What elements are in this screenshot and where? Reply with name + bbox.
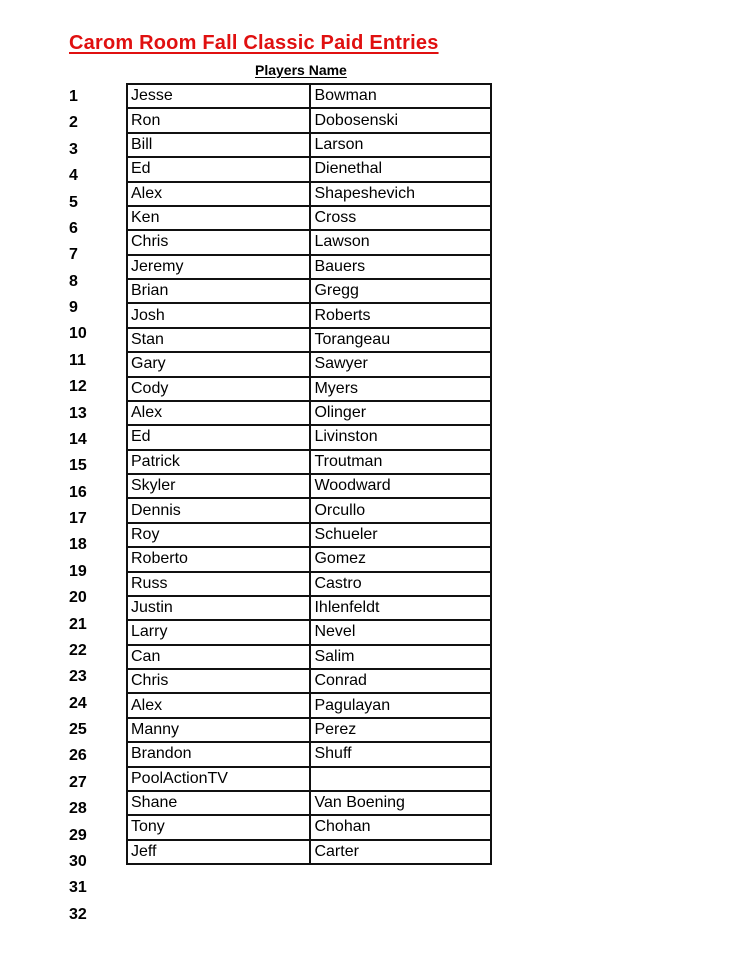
first-name-cell: Tony xyxy=(127,815,310,839)
last-name-cell: Troutman xyxy=(310,450,491,474)
last-name-cell: Nevel xyxy=(310,620,491,644)
first-name-cell: Ken xyxy=(127,206,310,230)
table-row xyxy=(127,157,491,181)
entry-number: 2 xyxy=(69,114,78,132)
last-name-cell: Salim xyxy=(310,645,491,669)
table-row xyxy=(127,279,491,303)
entry-number: 11 xyxy=(69,351,86,369)
entry-number: 20 xyxy=(69,589,87,607)
entry-number: 9 xyxy=(69,299,78,316)
entry-number: 28 xyxy=(69,800,87,818)
last-name-cell: Carter xyxy=(310,840,491,864)
first-name-cell: Chris xyxy=(127,669,310,693)
entry-number: 32 xyxy=(69,905,87,923)
first-name-cell: Justin xyxy=(127,596,310,620)
last-name-cell: Livinston xyxy=(310,425,491,449)
table-row xyxy=(127,108,491,132)
last-name-cell: Woodward xyxy=(310,474,491,498)
entry-number: 6 xyxy=(69,219,78,237)
entry-number: 30 xyxy=(69,852,87,870)
entry-number: 22 xyxy=(69,641,87,659)
first-name-cell: Alex xyxy=(127,401,310,425)
entry-numbers xyxy=(69,83,119,927)
last-name-cell: Olinger xyxy=(310,401,491,425)
first-name-cell: Roy xyxy=(127,523,310,547)
first-name-cell: Gary xyxy=(127,352,310,376)
last-name-cell: Lawson xyxy=(310,230,491,254)
entry-number: 16 xyxy=(69,483,87,501)
last-name-cell: Pagulayan xyxy=(310,693,491,717)
first-name-cell: Cody xyxy=(127,377,310,401)
last-name-cell: Bauers xyxy=(310,255,491,279)
last-name-cell: Castro xyxy=(310,572,491,596)
last-name-cell: Shuff xyxy=(310,742,491,766)
first-name-cell: Josh xyxy=(127,303,310,327)
table-row xyxy=(127,645,491,669)
last-name-cell: Dienethal xyxy=(310,157,491,181)
entry-number: 7 xyxy=(69,246,78,264)
table-row xyxy=(127,718,491,742)
table-row xyxy=(127,693,491,717)
last-name-cell: Gomez xyxy=(310,547,491,571)
table-row xyxy=(127,401,491,425)
entry-number: 18 xyxy=(69,536,87,554)
first-name-cell: Alex xyxy=(127,182,310,206)
entry-number: 29 xyxy=(69,826,87,844)
table-row xyxy=(127,815,491,839)
first-name-cell: Ed xyxy=(127,157,310,181)
first-name-cell: Bill xyxy=(127,133,310,157)
first-name-cell: Dennis xyxy=(127,498,310,522)
table-row xyxy=(127,133,491,157)
last-name-cell: Shapeshevich xyxy=(310,182,491,206)
last-name-cell: Larson xyxy=(310,133,491,157)
table-row xyxy=(127,498,491,522)
entry-number: 26 xyxy=(69,747,87,765)
last-name-cell: Myers xyxy=(310,377,491,401)
table-row xyxy=(127,620,491,644)
table-row xyxy=(127,206,491,230)
first-name-cell: Shane xyxy=(127,791,310,815)
last-name-cell: Bowman xyxy=(310,84,491,108)
table-row xyxy=(127,84,491,108)
first-name-cell: Russ xyxy=(127,572,310,596)
table-row xyxy=(127,425,491,449)
table-row xyxy=(127,572,491,596)
first-name-cell: Skyler xyxy=(127,474,310,498)
first-name-cell: Ron xyxy=(127,108,310,132)
last-name-cell: Dobosenski xyxy=(310,108,491,132)
first-name-cell: Stan xyxy=(127,328,310,352)
table-row xyxy=(127,255,491,279)
entry-number: 14 xyxy=(69,430,87,448)
entry-number: 4 xyxy=(69,167,78,185)
last-name-cell: Chohan xyxy=(310,815,491,839)
table-row xyxy=(127,377,491,401)
last-name-cell: Sawyer xyxy=(310,352,491,376)
entry-number: 13 xyxy=(69,404,87,422)
first-name-cell: Larry xyxy=(127,620,310,644)
last-name-cell: Cross xyxy=(310,206,491,230)
entry-number: 15 xyxy=(69,457,87,475)
last-name-cell: Gregg xyxy=(310,279,491,303)
entry-number: 27 xyxy=(69,773,87,791)
table-row xyxy=(127,767,491,791)
last-name-cell xyxy=(310,767,491,791)
last-name-cell: Van Boening xyxy=(310,791,491,815)
table-row xyxy=(127,230,491,254)
table-row xyxy=(127,303,491,327)
table-row xyxy=(127,547,491,571)
table-row xyxy=(127,523,491,547)
table-row xyxy=(127,840,491,864)
table-row xyxy=(127,182,491,206)
entry-number: 5 xyxy=(69,193,78,211)
first-name-cell: Roberto xyxy=(127,547,310,571)
entry-number: 17 xyxy=(69,510,87,527)
table-row xyxy=(127,596,491,620)
players-name-header: Players Name xyxy=(255,62,347,78)
first-name-cell: Jeremy xyxy=(127,255,310,279)
table-row xyxy=(127,328,491,352)
entry-number: 24 xyxy=(69,694,87,712)
entry-number: 21 xyxy=(69,615,87,633)
entry-number: 8 xyxy=(69,272,78,290)
first-name-cell: Chris xyxy=(127,230,310,254)
entry-number: 25 xyxy=(69,721,87,738)
first-name-cell: Manny xyxy=(127,718,310,742)
last-name-cell: Schueler xyxy=(310,523,491,547)
entry-number: 10 xyxy=(69,325,87,343)
last-name-cell: Perez xyxy=(310,718,491,742)
last-name-cell: Ihlenfeldt xyxy=(310,596,491,620)
first-name-cell: Jeff xyxy=(127,840,310,864)
last-name-cell: Orcullo xyxy=(310,498,491,522)
entry-number: 1 xyxy=(69,88,78,105)
table-row xyxy=(127,669,491,693)
first-name-cell: PoolActionTV xyxy=(127,767,310,791)
entry-number: 19 xyxy=(69,562,87,580)
document-title: Carom Room Fall Classic Paid Entries xyxy=(69,32,439,54)
first-name-cell: Ed xyxy=(127,425,310,449)
last-name-cell: Roberts xyxy=(310,303,491,327)
table-row xyxy=(127,742,491,766)
first-name-cell: Alex xyxy=(127,693,310,717)
table-row xyxy=(127,474,491,498)
entries-table xyxy=(126,83,492,865)
entry-number: 31 xyxy=(69,879,87,897)
first-name-cell: Jesse xyxy=(127,84,310,108)
entry-number: 3 xyxy=(69,140,78,158)
table-row xyxy=(127,352,491,376)
entry-number: 12 xyxy=(69,378,87,396)
last-name-cell: Torangeau xyxy=(310,328,491,352)
first-name-cell: Can xyxy=(127,645,310,669)
first-name-cell: Patrick xyxy=(127,450,310,474)
table-row xyxy=(127,791,491,815)
first-name-cell: Brian xyxy=(127,279,310,303)
last-name-cell: Conrad xyxy=(310,669,491,693)
entry-number: 23 xyxy=(69,668,87,686)
table-row xyxy=(127,450,491,474)
first-name-cell: Brandon xyxy=(127,742,310,766)
